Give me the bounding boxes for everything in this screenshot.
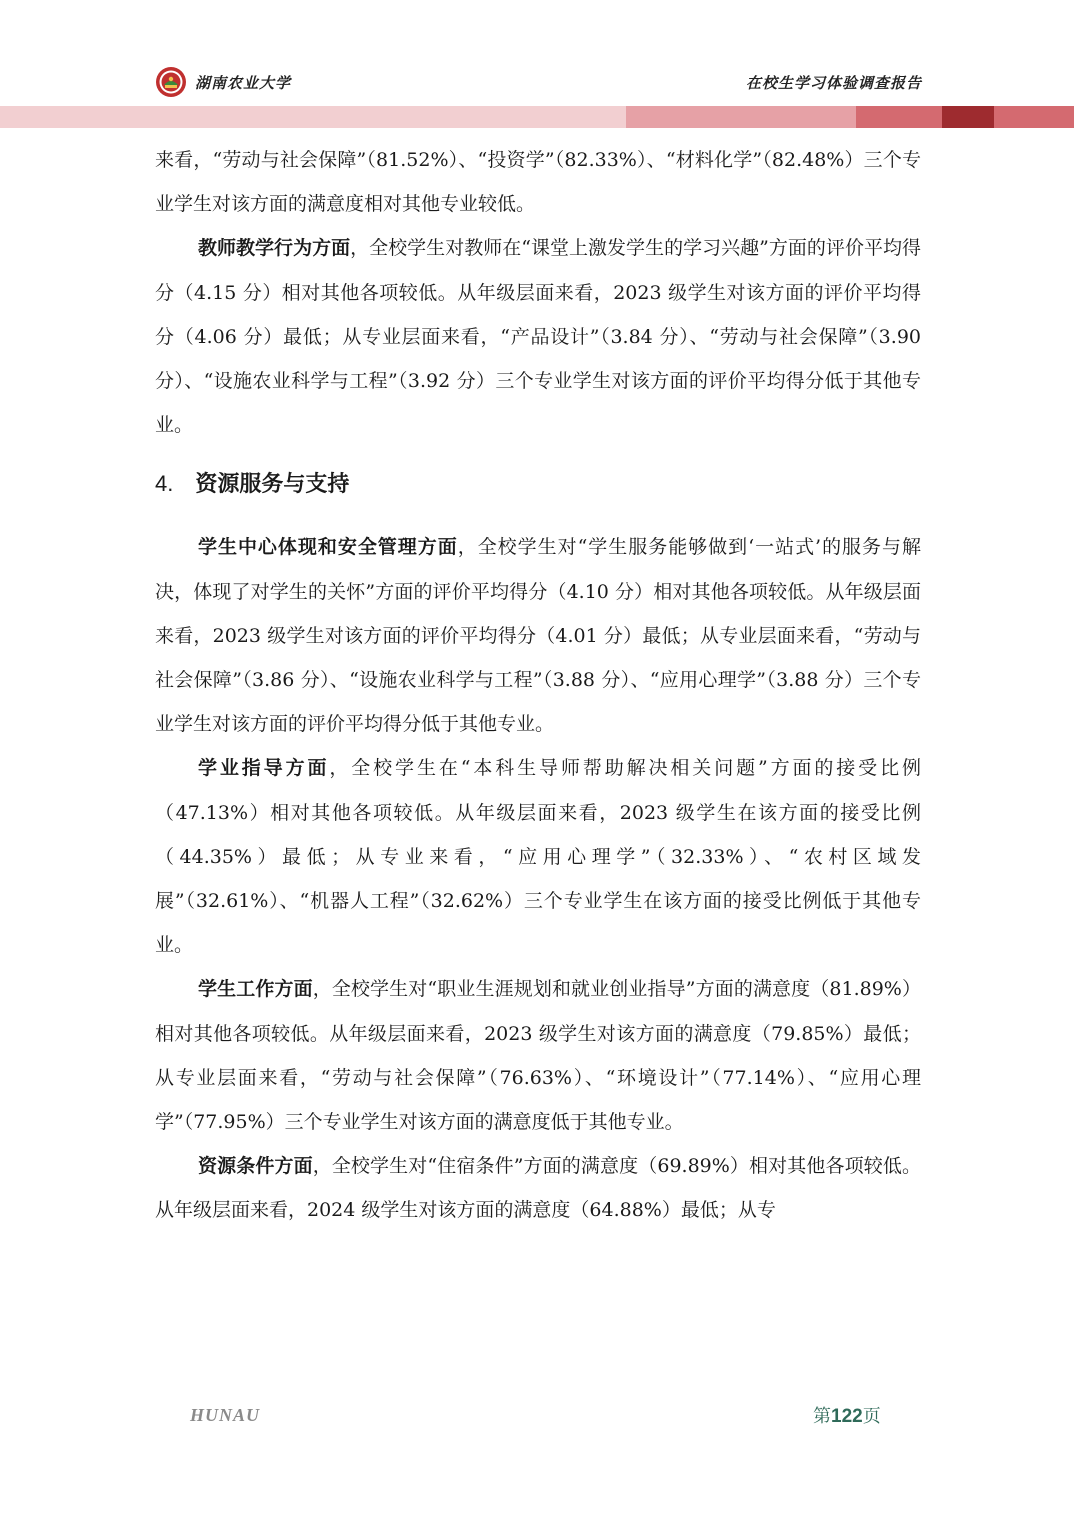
paragraph-resource-conditions bbox=[155, 1144, 921, 1232]
paragraph-text: ，全校学生对“职业生涯规划和就业创业指导”方面的满意度（81.89%）相对其他各项较低。从年级层面来看，2023 级学生对该方面的满意度（79.85%）最低；从专业层面来看，“劳动与社会保障”（76.63%）、“环境设计”（77.14%）、“应用心理学”（77.95%）三个专业学生对该方面的满意度低于其他专业。 bbox=[155, 978, 921, 1134]
paragraph-text: ，全校学生对教师在“课堂上激发学生的学习兴趣”方面的评价平均得分（4.15 分）相对其他各项较低。从年级层面来看，2023 级学生对该方面的评价平均得分（4.06 分）最低；从专业层面来看，“产品设计”（3.84 分）、“劳动与社会保障”（3.90 分）、“设施农业科学与工程”（3.92 分）三个专业学生对该方面的评价平均得分低于其他专业。 bbox=[155, 237, 921, 437]
header-band-dark bbox=[942, 106, 994, 128]
paragraph-student-center bbox=[155, 525, 921, 746]
page-suffix: 页 bbox=[862, 1406, 881, 1427]
section-number: 4. bbox=[155, 471, 174, 497]
header-band-end bbox=[994, 106, 1074, 128]
paragraph-teaching-behavior bbox=[155, 226, 921, 447]
university-name: 湖南农业大学 bbox=[195, 74, 292, 92]
page-number-value: 122 bbox=[831, 1406, 863, 1427]
header-band-medium bbox=[626, 106, 856, 128]
paragraph-continuation: 来看，“劳动与社会保障”（81.52%）、“投资学”（82.33%）、“材料化学”（82.48%）三个专业学生对该方面的满意度相对其他专业较低。 bbox=[155, 149, 921, 216]
paragraph-lead: 学生中心体现和安全管理方面 bbox=[198, 536, 458, 559]
university-logo-icon bbox=[155, 66, 187, 98]
header-band-light bbox=[0, 106, 626, 128]
paragraph-lead: 学业指导方面 bbox=[198, 757, 330, 780]
header-band-strong bbox=[856, 106, 942, 128]
section-heading bbox=[155, 459, 921, 509]
paragraph-lead: 资源条件方面 bbox=[198, 1155, 313, 1178]
paragraph-text: ，全校学生对“住宿条件”方面的满意度（69.89%）相对其他各项较低。从年级层面来看，2024 级学生对该方面的满意度（64.88%）最低；从专 bbox=[155, 1155, 921, 1222]
page-header bbox=[0, 0, 1074, 130]
paragraph-student-work bbox=[155, 967, 921, 1144]
paragraph-text: ，全校学生在“本科生导师帮助解决相关问题”方面的接受比例（47.13%）相对其他各项较低。从年级层面来看，2023 级学生在该方面的接受比例（44.35%）最低；从专业来看，“应用心理学”（32.33%）、“农村区域发展”（32.61%）、“机器人工程”（32.62%）三个专业学生在该方面的接受比例低于其他专业。 bbox=[155, 757, 921, 957]
paragraph-lead: 学生工作方面 bbox=[198, 978, 313, 1001]
paragraph-lead: 教师教学行为方面 bbox=[198, 237, 351, 260]
document-body bbox=[155, 138, 921, 1233]
section-title: 资源服务与支持 bbox=[195, 471, 350, 498]
paragraph-academic-guidance bbox=[155, 746, 921, 967]
page-prefix: 第 bbox=[813, 1406, 831, 1427]
report-title: 在校生学习体验调查报告 bbox=[745, 74, 922, 92]
page-number bbox=[813, 1402, 881, 1428]
paragraph-text: ，全校学生对“学生服务能够做到‘一站式’的服务与解决，体现了对学生的关怀”方面的评价平均得分（4.10 分）相对其他各项较低。从年级层面来看，2023 级学生对该方面的评价平均得分（4.01 分）最低；从专业层面来看，“劳动与社会保障”（3.86 分）、“设施农业科学与工程”（3.88 分）、“应用心理学”（3.88 分）三个专业学生对该方面的评价平均得分低于其他专业。 bbox=[155, 536, 921, 736]
footer-brand: HUNAU bbox=[190, 1405, 261, 1425]
